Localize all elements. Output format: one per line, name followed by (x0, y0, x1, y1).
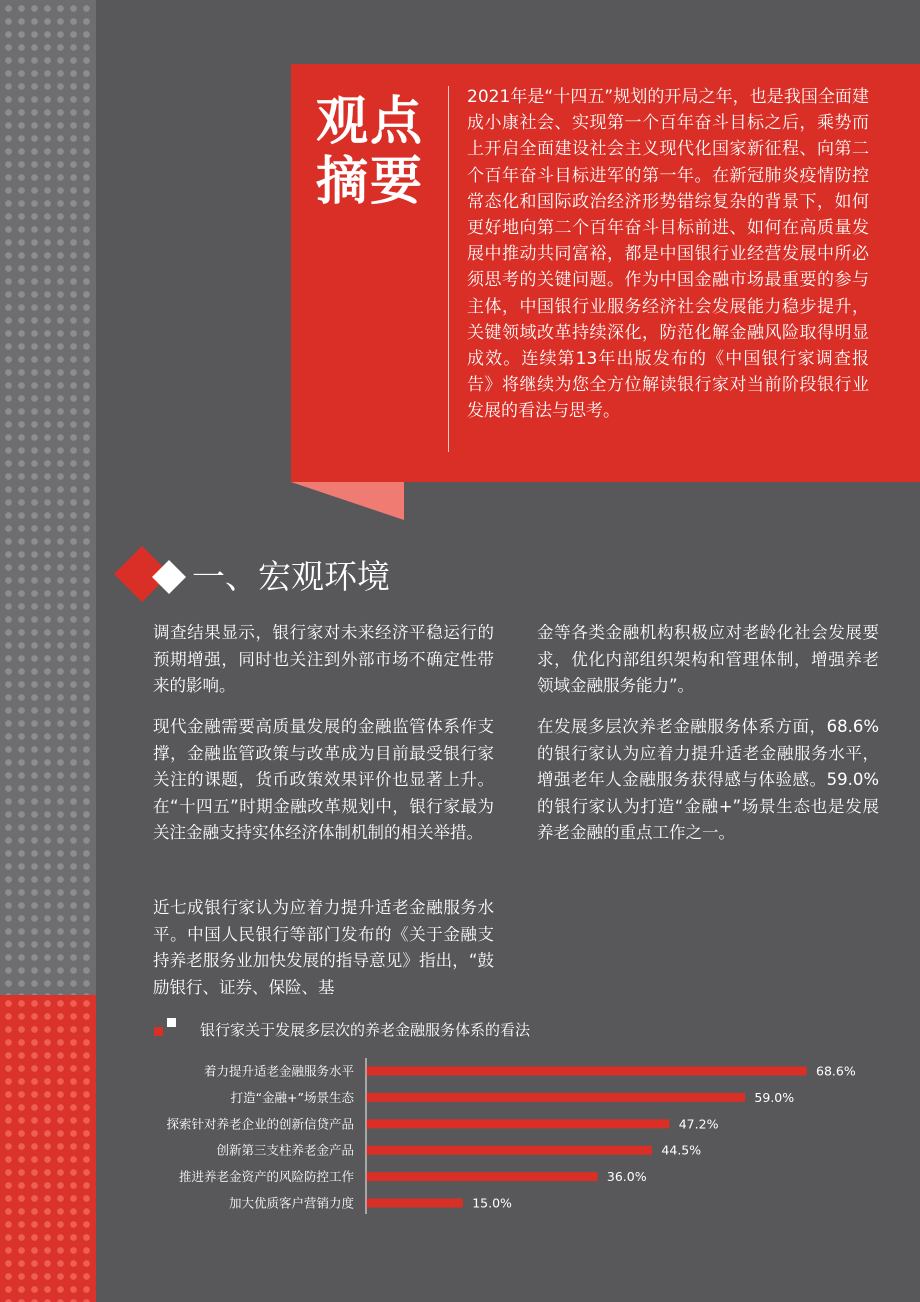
bar-value-label: 68.6% (816, 1063, 856, 1079)
bar-category-label: 探索针对养老企业的创新信贷产品 (166, 1116, 354, 1132)
diamond-icon (108, 542, 192, 606)
bar (367, 1146, 652, 1155)
summary-text: 2021年是“十四五”规划的开局之年，也是我国全面建成小康社会、实现第一个百年奋斗目标之后，乘势而上开启全面建设社会主义现代化国家新征程、向第二个百年奋斗目标进军的第一年。在新冠肺炎疫情防控常态化和国际政治经济形势错综复杂的背景下，如何更好地向第二个百年奋斗目标前进、如何在高质量发展中推动共同富裕，都是中国银行业经营发展中所必须思考的关键问题。作为中国金融市场最重要的参与主体，中国银行业服务经济社会发展能力稳步提升，关键领域改革持续深化，防范化解金融风险取得明显成效。连续第13年出版发布的《中国银行家调查报告》将继续为您全方位解读银行家对当前阶段银行业发展的看法与思考。 (467, 87, 869, 422)
bar (367, 1119, 670, 1128)
bar-value-label: 59.0% (754, 1089, 795, 1105)
section-title: 一、宏观环境 (192, 557, 390, 596)
bar (367, 1067, 807, 1076)
left-paragraph-2: 现代金融需要高质量发展的金融监管体系作支撑，金融监管政策与改革成为目前最受银行家关注的课题，货币政策效果评价也显著上升。在“十四五”时期金融改革规划中，银行家最为关注金融支持实体经济体制机制的相关举措。 (153, 717, 494, 842)
bar-value-label: 47.2% (678, 1116, 719, 1132)
bar-chart (0, 1050, 920, 1270)
bar (367, 1199, 463, 1208)
summary-divider (448, 86, 449, 452)
bar-value-label: 44.5% (661, 1142, 702, 1158)
bar-category-label: 加大优质客户营销力度 (228, 1195, 354, 1211)
summary-title-line-2: 摘要 (316, 152, 425, 212)
right-paragraph-2: 在发展多层次养老金融服务体系方面，68.6%的银行家认为应着力提升适老金融服务水平，增强老年人金融服务获得感与体验感。59.0%的银行家认为打造“金融+”场景生态也是发展养老金融的重点工作之一。 (537, 717, 879, 842)
bar-value-label: 15.0% (472, 1195, 512, 1211)
bar-category-label: 推进养老金资产的风险防控工作 (178, 1169, 354, 1185)
bar-category-label: 着力提升适老金融服务水平 (203, 1063, 354, 1079)
bar-value-label: 36.0% (606, 1169, 647, 1185)
summary-title-line-1: 观点 (316, 92, 425, 152)
right-paragraph-1: 金等各类金融机构积极应对老龄化社会发展要求，优化内部组织架构和管理体制，增强养老领域金融服务能力”。 (537, 623, 879, 695)
bar-category-label: 打造“金融+”场景生态 (230, 1089, 354, 1105)
summary-box-tail (291, 482, 406, 522)
left-paragraph-3: 近七成银行家认为应着力提升适老金融服务水平。中国人民银行等部门发布的《关于金融支持养老服务业加快发展的指导意见》指出，“鼓励银行、证券、保险、基 (153, 898, 494, 997)
left-paragraph-1: 调查结果显示，银行家对未来经济平稳运行的预期增强，同时也关注到外部市场不确定性带来的影响。 (153, 623, 494, 695)
chart-title-icon (152, 1015, 180, 1041)
bar (367, 1172, 598, 1181)
summary-title (316, 92, 436, 212)
bar (367, 1093, 745, 1102)
dotted-strip-gray (0, 0, 96, 995)
chart-title: 银行家关于发展多层次的养老金融服务体系的看法 (200, 1021, 531, 1039)
bar-category-label: 创新第三支柱养老金产品 (216, 1142, 354, 1158)
